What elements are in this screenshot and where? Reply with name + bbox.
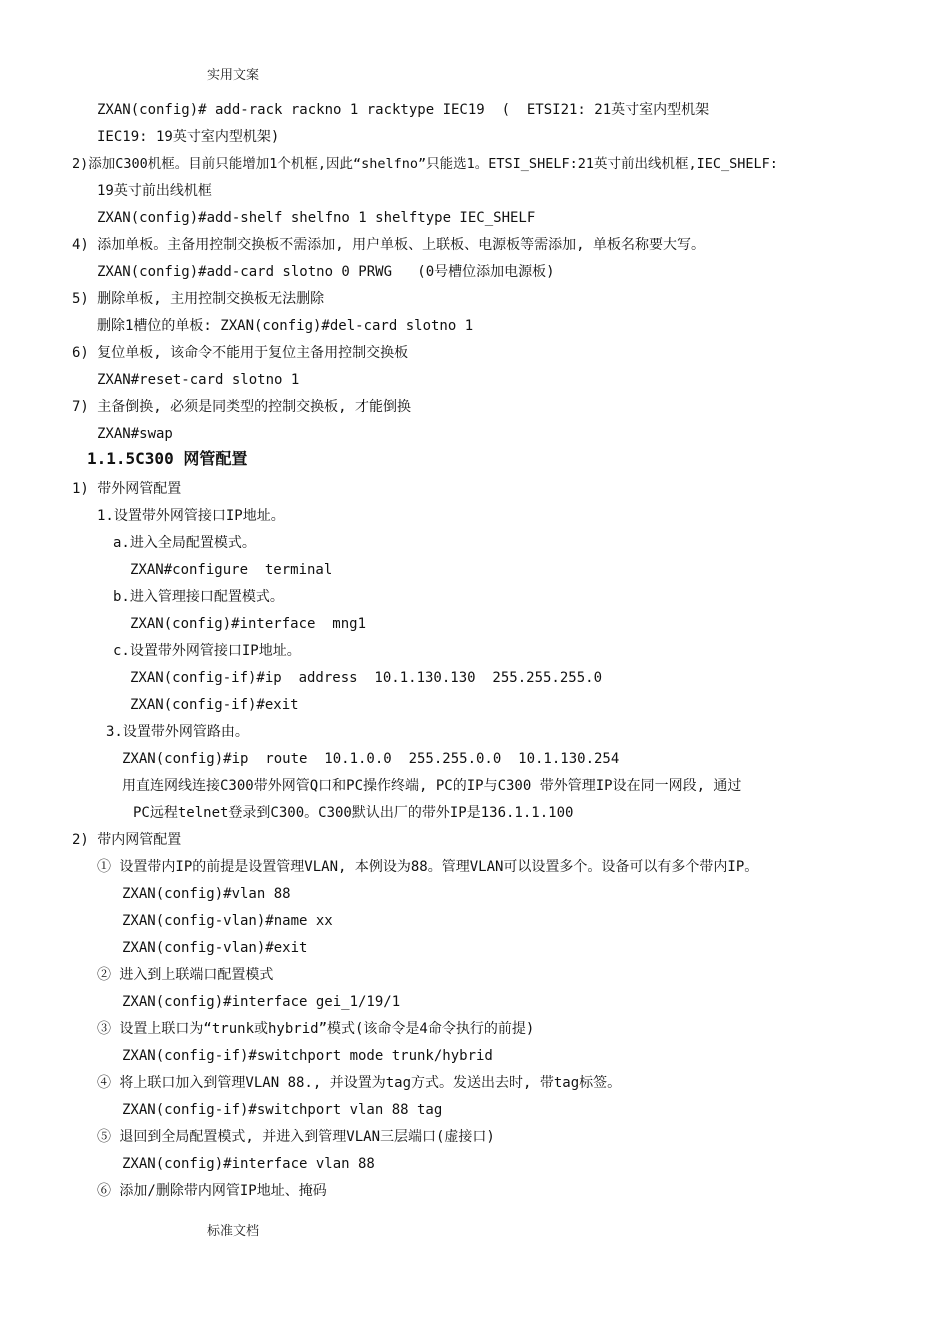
text-line: ZXAN(config)#add-shelf shelfno 1 shelftype IEC_SHELF <box>97 210 536 226</box>
text-line: ② 进入到上联端口配置模式 <box>97 967 274 983</box>
text-line: 2) 带内网管配置 <box>72 832 182 848</box>
text-line: c.设置带外网管接口IP地址。 <box>113 643 301 659</box>
text-line: ZXAN(config-if)#ip address 10.1.130.130 255.255.255.0 <box>130 670 603 686</box>
text-line: ZXAN#reset-card slotno 1 <box>97 372 300 388</box>
text-line: ZXAN(config)# add-rack rackno 1 racktype IEC19 ( ETSI21: 21英寸室内型机架 <box>97 102 710 118</box>
text-line: ZXAN#swap <box>97 426 173 442</box>
text-line: 用直连网线连接C300带外网管Q口和PC操作终端, PC的IP与C300 带外管理IP设在同一网段, 通过 <box>122 778 742 794</box>
text-line: 3.设置带外网管路由。 <box>106 724 249 740</box>
text-line: ZXAN(config)#interface gei_1/19/1 <box>122 994 401 1010</box>
text-line: ZXAN(config-vlan)#name xx <box>122 913 333 929</box>
text-line: 2)添加C300机框。目前只能增加1个机框,因此“shelfno”只能选1。ETSI_SHELF:21英寸前出线机框,IEC_SHELF: <box>72 156 778 172</box>
text-line: 5) 删除单板, 主用控制交换板无法删除 <box>72 291 325 307</box>
page-header: 实用文案 <box>207 68 260 83</box>
text-line: ⑤ 退回到全局配置模式, 并进入到管理VLAN三层端口(虚接口) <box>97 1129 495 1145</box>
text-line: ZXAN(config)#interface mng1 <box>130 616 367 632</box>
text-line: 1) 带外网管配置 <box>72 481 182 497</box>
text-line: 删除1槽位的单板: ZXAN(config)#del-card slotno 1 <box>97 318 474 334</box>
text-line: ⑥ 添加/删除带内网管IP地址、掩码 <box>97 1183 327 1199</box>
page-footer: 标准文档 <box>207 1224 260 1239</box>
text-line: ZXAN#configure terminal <box>130 562 333 578</box>
text-line: ZXAN(config-if)#switchport vlan 88 tag <box>122 1102 443 1118</box>
text-line: 7) 主备倒换, 必须是同类型的控制交换板, 才能倒换 <box>72 399 411 415</box>
text-line: PC远程telnet登录到C300。C300默认出厂的带外IP是136.1.1.100 <box>133 805 574 821</box>
text-line: a.进入全局配置模式。 <box>113 535 256 551</box>
section-heading: 1.1.5C300 网管配置 <box>87 449 248 468</box>
text-line: IEC19: 19英寸室内型机架) <box>97 129 280 145</box>
text-line: 1.设置带外网管接口IP地址。 <box>97 508 285 524</box>
text-line: 6) 复位单板, 该命令不能用于复位主备用控制交换板 <box>72 345 409 361</box>
text-line: ④ 将上联口加入到管理VLAN 88., 并设置为tag方式。发送出去时, 带tag标签。 <box>97 1075 622 1091</box>
text-line: ZXAN(config)#vlan 88 <box>122 886 291 902</box>
text-line: ZXAN(config-if)#switchport mode trunk/hybrid <box>122 1048 493 1064</box>
text-line: ZXAN(config)#ip route 10.1.0.0 255.255.0.0 10.1.130.254 <box>122 751 620 767</box>
text-line: ③ 设置上联口为“trunk或hybrid”模式(该命令是4命令执行的前提) <box>97 1021 535 1037</box>
text-line: ZXAN(config-if)#exit <box>130 697 299 713</box>
text-line: b.进入管理接口配置模式。 <box>113 589 284 605</box>
text-line: ZXAN(config)#add-card slotno 0 PRWG (0号槽位添加电源板) <box>97 264 555 280</box>
text-line: 19英寸前出线机框 <box>97 183 212 199</box>
text-line: ZXAN(config)#interface vlan 88 <box>122 1156 375 1172</box>
text-line: ZXAN(config-vlan)#exit <box>122 940 308 956</box>
text-line: ① 设置带内IP的前提是设置管理VLAN, 本例设为88。管理VLAN可以设置多个。设备可以有多个带内IP。 <box>97 859 759 875</box>
text-line: 4) 添加单板。主备用控制交换板不需添加, 用户单板、上联板、电源板等需添加, 单板名称要大写。 <box>72 237 705 253</box>
